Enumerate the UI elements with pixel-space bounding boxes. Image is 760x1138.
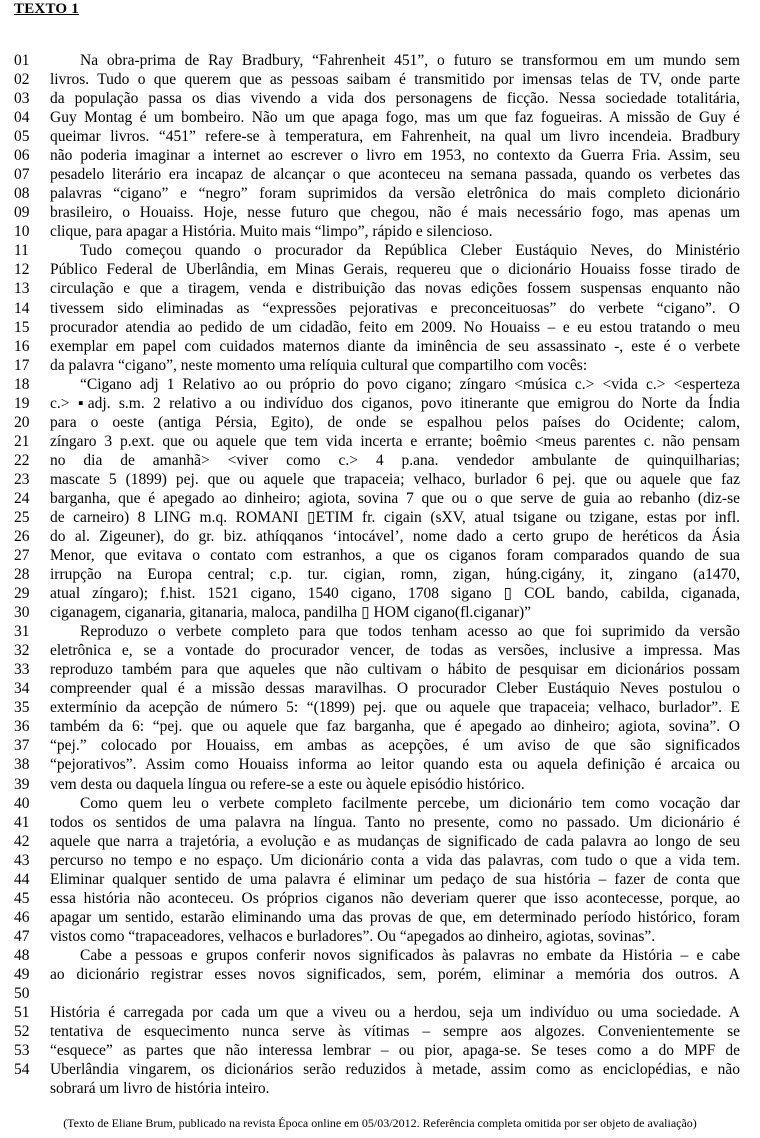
line-number: 13 [14,280,30,298]
text-line [0,736,760,755]
line-number: 22 [14,451,30,469]
line-text: “esquece” as partes que não interessa lembrar – ou pior, apaga-se. Se teses como a do MPF de [50,1042,740,1060]
line-number: 17 [14,356,30,374]
line-text: Como quem leu o verbete completo facilmente percebe, um dicionário tem como vocação dar [80,794,740,812]
line-text: Público Federal de Uberlândia, em Minas Gerais, requereu que o dicionário Houaiss fosse tirado de [50,261,740,279]
line-text: livros. Tudo o que querem que as pessoas saibam é transmitido por imensas telas de TV, onde parte [50,71,740,89]
line-text: da palavra “cigano”, neste momento uma relíquia cultural que compartilho com vocês: [50,356,588,374]
line-text: não poderia imaginar a internet ao escrever o livro em 1953, no contexto da Guerra Fria. Assim, seu [50,147,740,165]
text-line [0,584,760,603]
line-text: Cabe a pessoas e grupos conferir novos significados às palavras no embate da História – e cabe [80,946,740,964]
text-line [0,755,760,774]
line-number: 37 [14,737,30,755]
text-line [0,508,760,527]
line-text: tivessem sido eliminadas as “expressões pejorativas e preconceituosas” do verbete “cigano”. O [50,299,740,317]
line-number: 16 [14,337,30,355]
line-number: 31 [14,623,30,641]
line-number: 34 [14,680,30,698]
text-line [0,946,760,965]
line-number: 39 [14,775,30,793]
text-line [0,222,760,241]
line-number: 19 [14,394,30,412]
text-line [0,1022,760,1041]
line-text: pesadelo literário era incapaz de alcançar o que aconteceu na semana passada, quando os verbetes das [50,166,740,184]
line-number: 46 [14,908,30,926]
line-number: 03 [14,90,30,108]
text-line [0,870,760,889]
text-line [0,679,760,698]
line-number: 14 [14,299,30,317]
line-number: 28 [14,566,30,584]
line-text: no dia de amanhã> <viver como c.> 4 p.ana. vendedor ambulante de quinquilharias; [50,451,740,469]
line-text: sobrará um livro de história inteiro. [50,1080,270,1098]
line-text: procurador atendia ao pedido de um cidadão, feito em 2009. No Houaiss – e eu estou tratando o meu [50,318,740,336]
line-number: 07 [14,166,30,184]
text-line [0,108,760,127]
text-line [0,203,760,222]
text-line [0,127,760,146]
line-number: 05 [14,128,30,146]
text-line [0,1003,760,1022]
text-line [0,794,760,813]
line-text: reproduzo também para que aqueles que não cultivam o hábito de pesquisar em dicionários possam [50,661,740,679]
line-text: eletrônica e, se a vontade do procurador vencer, de todas as versões, inclusive a impressa. Mas [50,642,740,660]
line-text: clique, para apagar a História. Muito mais “limpo”, rápido e silencioso. [50,223,493,241]
text-line [0,965,760,984]
text-line [0,527,760,546]
text-line [0,260,760,279]
text-line [0,299,760,318]
line-text: também da 6: “pej. que ou aquele que faz barganha, que é apegado ao dinheiro; agiota, sovina”. O [50,718,740,736]
line-text: de carneiro) 8 LING m.q. ROMANI ▯ETIM fr. cigain (sXV, atual tsigane ou tzigane, estas por infl. [50,508,740,526]
line-number: 24 [14,489,30,507]
text-line [0,356,760,375]
line-text: Reproduzo o verbete completo para que todos tenham acesso ao que foi suprimido da versão [80,623,740,641]
line-text: para o oeste (antiga Pérsia, Egito), de onde se espalhou pelos países do Ocidente; calom, [50,413,740,431]
text-line [0,165,760,184]
line-number: 08 [14,185,30,203]
line-text: atual zíngaro); f.hist. 1521 cigano, 1540 cigano, 1708 sigano ▯ COL bando, cabilda, ciganada, [50,585,740,603]
line-text: Guy Montag é um bombeiro. Não um que apaga fogo, mas um que faz fogueiras. A missão de Guy é [50,109,740,127]
line-number: 50 [14,984,30,1002]
line-number: 53 [14,1042,30,1060]
line-text: queimar livros. “451” refere-se à temperatura, em Fahrenheit, na qual um livro incendeia. Bradbury [50,128,740,146]
line-number: 52 [14,1023,30,1041]
line-number: 21 [14,432,30,450]
line-number: 29 [14,585,30,603]
text-line [0,241,760,260]
text-line [0,603,760,622]
line-text: vem desta ou daquela língua ou refere-se a este ou àquele episódio histórico. [50,775,525,793]
text-line [0,889,760,908]
text-line [0,698,760,717]
line-number: 38 [14,756,30,774]
line-text: circulação e que a tiragem, venda e distribuição das novas edições fossem suspensas enquanto não [50,280,740,298]
line-number: 40 [14,794,30,812]
line-text: apagar um sentido, estarão eliminando uma das provas de que, em determinado período histórico, foram [50,908,740,926]
line-number: 30 [14,604,30,622]
text-line [0,622,760,641]
text-line [0,641,760,660]
line-text: exemplar em papel com cuidados maternos diante da iminência de seu assassinato -, este é o verbete [50,337,740,355]
line-number: 41 [14,813,30,831]
line-number: 02 [14,71,30,89]
line-text: ciganagem, ciganaria, gitanaria, maloca, pandilha ▯ HOM cigano(fl.ciganar)” [50,604,532,622]
line-text: essa história não aconteceu. Os próprios ciganos não deveriam querer que isso acontecesse, porque, ao [50,889,740,907]
line-number: 15 [14,318,30,336]
line-text: todos os sentidos de uma palavra na língua. Tanto no presente, como no passado. Um dicionário é [50,813,740,831]
text-line [0,832,760,851]
line-number: 44 [14,870,30,888]
line-text: brasileiro, o Houaiss. Hoje, nesse futuro que chegou, não é mais necessário fogo, mas apenas um [50,204,740,222]
line-text: Tudo começou quando o procurador da República Cleber Eustáquio Neves, do Ministério [80,242,740,260]
line-number: 10 [14,223,30,241]
text-line [0,660,760,679]
line-text: zíngaro 3 p.ext. que ou aquele que tem vida incerta e errante; boêmio <meus parentes c. não pensam [50,432,740,450]
text-line [0,279,760,298]
line-text: “pej.” colocado por Houaiss, em ambas as acepções, é um aviso de que são significados [50,737,740,755]
text-line [0,908,760,927]
text-line [0,451,760,470]
line-number: 12 [14,261,30,279]
line-number: 11 [14,242,29,260]
text-line [0,337,760,356]
text-line [0,375,760,394]
text-line [0,717,760,736]
line-number: 04 [14,109,30,127]
line-number: 33 [14,661,30,679]
line-number: 48 [14,946,30,964]
line-text: irrupção na Europa central; c.p. tur. cigian, romn, zigan, húng.cigány, it, zingano (a1470, [50,566,740,584]
document-title: TEXTO 1 [14,1,79,17]
text-line [0,470,760,489]
line-text: “Cigano adj 1 Relativo ao ou próprio do povo cigano; zíngaro <música c.> <vida c.> <esperteza [80,375,740,393]
line-number: 20 [14,413,30,431]
line-text: percurso no tempo e no espaço. Um dicionário conta a vida das palavras, com tudo o que a vida tem. [50,851,740,869]
line-number: 36 [14,718,30,736]
line-number: 32 [14,642,30,660]
line-number: 18 [14,375,30,393]
text-line [0,51,760,70]
line-text: “pejorativos”. Assim como Houaiss informa ao leitor quando esta ou aquela definição é arcaica ou [50,756,740,774]
line-number: 06 [14,147,30,165]
text-line [0,489,760,508]
line-number: 27 [14,547,30,565]
text-line [0,546,760,565]
line-text: compreender qual é a missão dessas maravilhas. O procurador Cleber Eustáquio Neves postulou o [50,680,740,698]
line-text: Eliminar qualquer sentido de uma palavra é eliminar um pedaço de sua história – fazer de conta que [50,870,740,888]
line-number: 26 [14,528,30,545]
line-text: extermínio da acepção de número 5: “(1899) pej. que ou aquele que trapaceia; velhaco, burlador”. E [50,699,740,717]
line-text: Menor, que evitava o contato com estranhos, a que os ciganos foram comparados quando de sua [50,547,740,565]
line-text: palavras “cigano” e “negro” foram suprimidos da versão eletrônica do mais completo dicionário [50,185,740,203]
text-line [0,775,760,794]
line-number: 35 [14,699,30,717]
line-text: História é carregada por cada um que a viveu ou a herdou, seja um indivíduo ou uma sociedade. A [50,1004,740,1021]
line-text: c.> ▪adj. s.m. 2 relativo a ou indivíduo dos ciganos, povo itinerante que emigrou do Norte da Índia [50,394,740,412]
line-text: Na obra-prima de Ray Bradbury, “Fahrenheit 451”, o futuro se transformou em um mundo sem [80,52,740,69]
line-number: 09 [14,204,30,222]
text-line [0,146,760,165]
line-number: 47 [14,927,30,945]
line-number: 42 [14,832,30,850]
line-text: vistos como “trapaceadores, velhacos e burladores”. Ou “apegados ao dinheiro, agiotas, sovinas”. [50,927,656,945]
line-number: 45 [14,889,30,907]
line-text: ao dicionário registrar esses novos significados, sem, porém, eliminar a memória dos outros. A [50,965,740,983]
line-text: Uberlândia vingarem, os dicionários serão reduzidos à metade, assim como as enciclopédias, e não [50,1061,740,1079]
source-caption: (Texto de Eliane Brum, publicado na revista Época online em 05/03/2012. Referência completa omitida por ser objeto de avaliação) [63,1116,697,1130]
line-number: 49 [14,965,30,983]
line-number: 54 [14,1061,30,1079]
text-line [0,413,760,432]
text-line [0,565,760,584]
text-line [0,89,760,108]
text-line [0,432,760,451]
text-line [0,984,760,1003]
line-text: tentativa de esquecimento nunca serve às vítimas – sempre aos algozes. Convenientemente se [50,1023,740,1041]
text-line [0,851,760,870]
line-number: 51 [14,1004,30,1021]
line-number: 43 [14,851,30,869]
text-line [0,1079,760,1098]
text-line [0,318,760,337]
line-text: mascate 5 (1899) pej. que ou aquele que trapaceia; velhaco, burlador 6 pej. que ou aquele que faz [50,470,740,488]
text-line [0,1060,760,1079]
line-text: barganha, que é apegado ao dinheiro; agiota, sovina 7 que ou o que serve de guia ao rebanho (diz-se [50,489,740,507]
text-line [0,1041,760,1060]
line-number: 23 [14,470,30,488]
text-line [0,927,760,946]
line-text: da população passa os dias vivendo a vida dos personagens de ficção. Nessa sociedade totalitária, [50,90,740,108]
text-line [0,70,760,89]
line-number: 25 [14,508,30,526]
line-text: do al. Zigeuner), do gr. biz. athíqqanos ‘intocável’, nome dado a certo grupo de heréticos da Ásia [50,528,740,545]
text-line [0,813,760,832]
line-text: aquele que narra a trajetória, a evolução e as mudanças de significado de cada palavra ao longo de seu [50,832,740,850]
text-line [0,394,760,413]
line-number: 01 [14,52,30,69]
text-line [0,184,760,203]
